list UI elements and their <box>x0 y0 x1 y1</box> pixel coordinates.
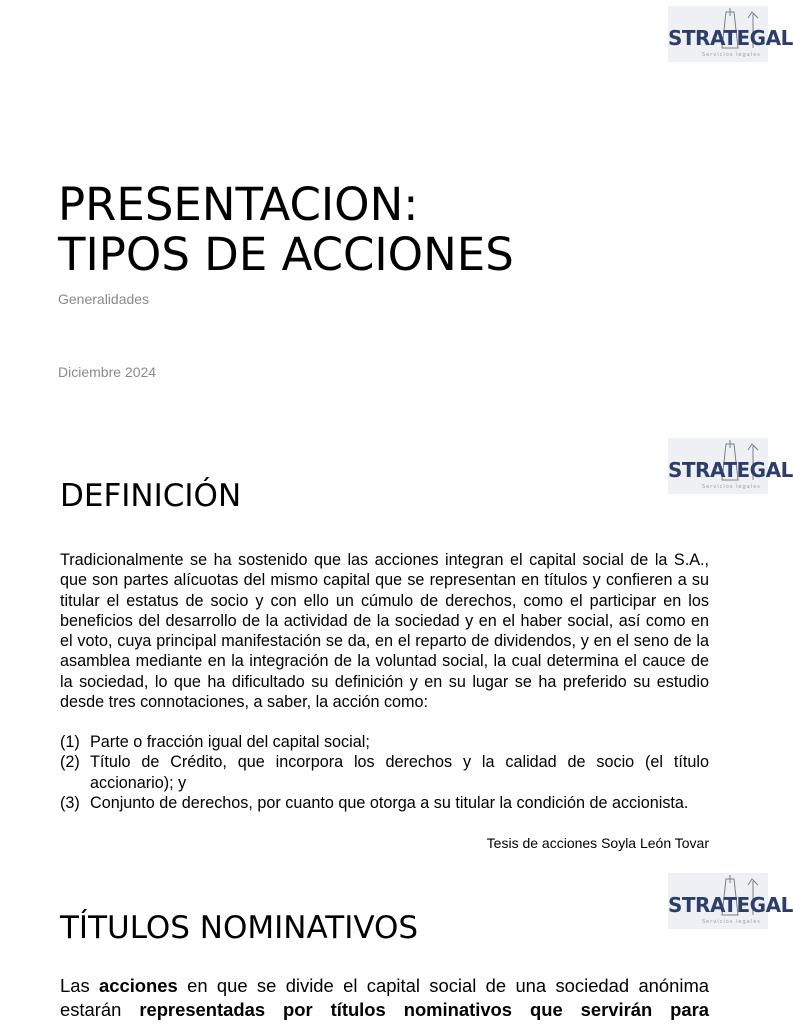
list-item-number: (3) <box>60 793 80 812</box>
text-run-bold: acciones <box>99 975 178 996</box>
slide-definicion <box>0 432 793 867</box>
presentation-title <box>58 180 514 280</box>
list-item-text: Conjunto de derechos, por cuanto que otorga a su titular la condición de accionista. <box>90 793 689 812</box>
list-item-text: Parte o fracción igual del capital social; <box>90 733 370 751</box>
logo-text: STRATEGAL <box>668 26 793 50</box>
presentation-subtitle: Generalidades <box>58 291 150 307</box>
citation: Tesis de acciones Soyla León Tovar <box>486 835 709 851</box>
logo-text: STRATEGAL <box>668 893 793 917</box>
text-run: Las <box>60 975 100 996</box>
logo-subtext: Servicios legales <box>702 52 761 58</box>
text-run: en que se divide el capital social de una sociedad anónima estarán <box>60 975 709 1020</box>
presentation-date: Diciembre 2024 <box>58 364 157 380</box>
strategal-logo <box>668 6 793 62</box>
definicion-list <box>60 732 709 813</box>
slide-title <box>0 0 793 432</box>
strategal-logo <box>668 438 793 494</box>
logo-subtext: Servicios legales <box>702 919 761 925</box>
logo-subtext: Servicios legales <box>702 484 761 490</box>
strategal-logo <box>668 873 793 929</box>
definicion-paragraph: Tradicionalmente se ha sostenido que las acciones integran el capital social de la S.A., que son partes alícuotas del mismo capital que se representan en títulos y confieren a su titular el estatus de socio y con ello un cúmulo de derechos, como el participar en los beneficios del desarrollo de la actividad de la sociedad y en el haber social, así como en el voto, cuya principal manifestación se da, en el reparto de dividendos, y en el seno de la asamblea mediante en la integración de la voluntad social, la cual determina el cauce de la sociedad, lo que ha dificultado su definición y en su lugar se ha preferido su estudio desde tres connotaciones, a saber, la acción como: <box>60 551 709 712</box>
titulos-paragraph <box>60 974 709 1022</box>
list-item-number: (2) <box>60 753 80 772</box>
logo-text: STRATEGAL <box>668 458 793 482</box>
list-item <box>60 732 709 752</box>
title-line-2: TIPOS DE ACCIONES <box>58 228 514 281</box>
definicion-title: DEFINICIÓN <box>60 478 242 514</box>
title-line-1: PRESENTACION: <box>58 178 419 231</box>
text-run-bold: representadas por títulos nominativos que servirán para <box>139 999 710 1020</box>
list-item <box>60 752 709 793</box>
slide-titulos-nominativos <box>0 867 793 1024</box>
list-item-number: (1) <box>60 733 80 751</box>
list-item <box>60 793 709 813</box>
list-item-text: Título de Crédito, que incorpora los derechos y la calidad de socio (el título accionario); y <box>90 753 709 792</box>
titulos-title: TÍTULOS NOMINATIVOS <box>60 910 419 946</box>
